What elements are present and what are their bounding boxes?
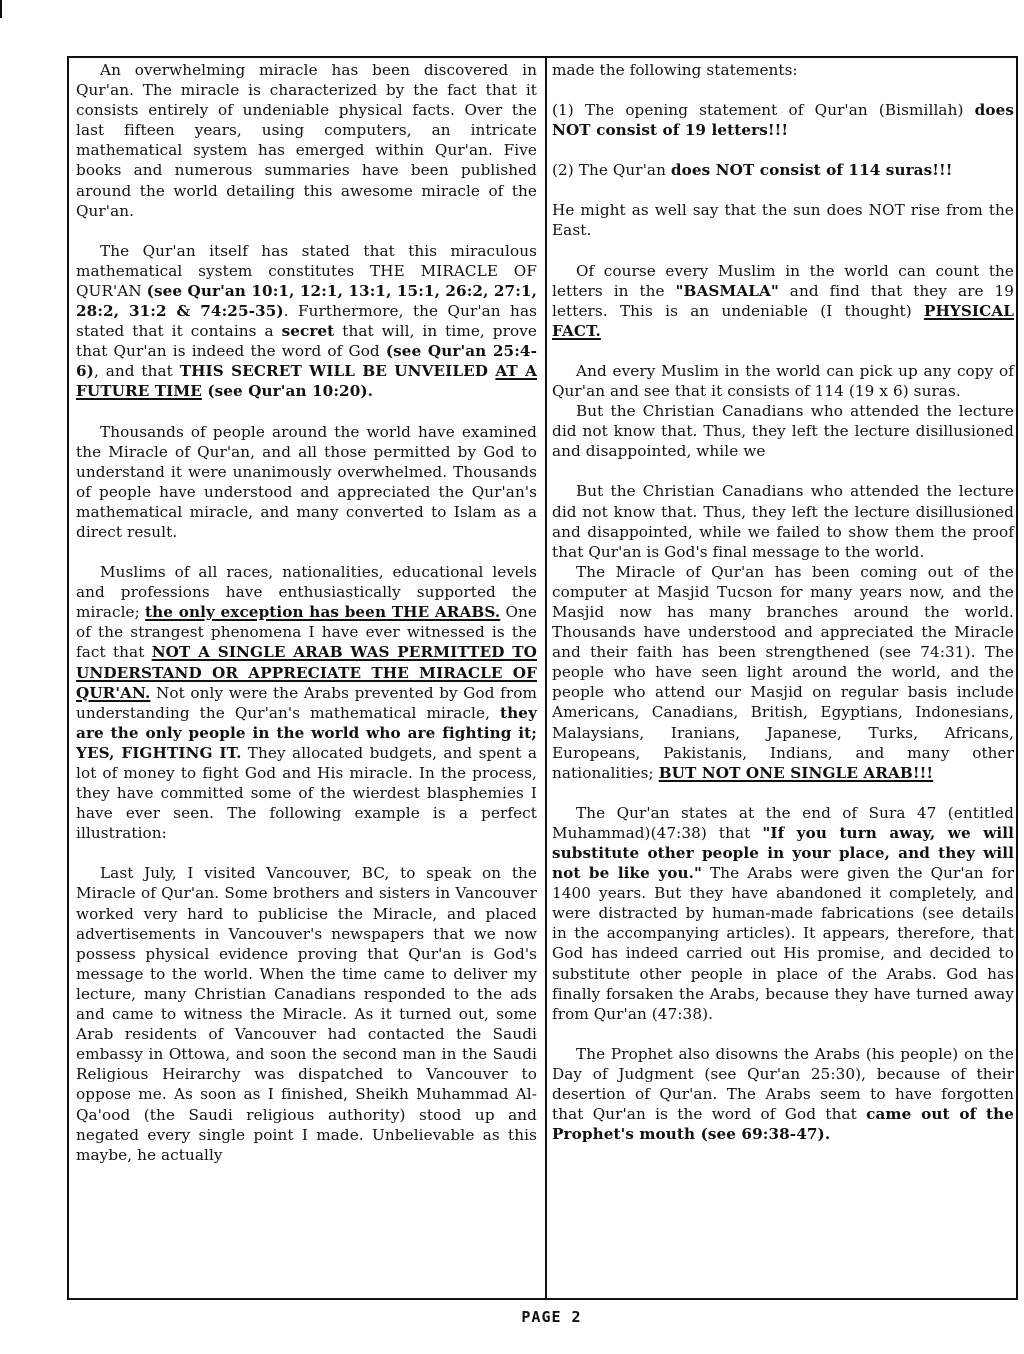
bold-secret: secret [281,322,335,341]
paragraph-basmala [552,261,1014,341]
underlined-not-a-single-arab: NOT A SINGLE ARAB WAS PERMITTED TO UNDERSTAND OR APPRECIATE THE MIRACLE OF QUR'AN. [76,643,537,702]
paragraph-114-suras: And every Muslim in the world can pick up any copy of Qur'an and see that it consists of 114 (19 x 6) suras. [552,361,1014,401]
paragraph-intro: An overwhelming miracle has been discovered in Qur'an. The miracle is characterized by the fact that it consists entirely of undeniable physical facts. Over the last fifteen years, using computers, an intricate mathematical system has emerged within Qur'an. Five books and numerous summaries have been published around the world detailing this awesome miracle of the Qur'an. [76,61,537,220]
bold-quote: "If you turn away, we will substitute other people in your place, and they will not be like you." [552,823,1014,883]
bold-reference: (see Qur'an 10:1, 12:1, 13:1, 15:1, 26:2, 27:1, 28:2, 31:2 & 74:25-35) [76,281,537,321]
underlined-future-time: AT A FUTURE TIME [76,362,538,401]
paragraph-prophet-disowns [552,1044,1014,1144]
paragraph-statement-1 [552,100,1014,140]
page-number: PAGE 2 [521,1308,582,1326]
paragraph-statements-intro: made the following statements: [552,61,798,79]
paragraph-sura-47 [552,803,1014,1024]
paragraph-arabs-exception [76,562,537,843]
paragraph-sun-east: He might as well say that the sun does NOT rise from the East. [552,201,1014,240]
bold-reference: (see Qur'an 10:20). [201,382,374,401]
left-column [76,60,537,1165]
text-run: and find that they are 19 letters. This is an undeniable (I thought) [552,281,1014,320]
text-run: They allocated budgets, and spent a lot of money to fight God and His miracle. In the process, they have committed some of the wierdest blasphemies I have ever seen. The following example is a perfect illustration: [76,743,537,843]
bold-basmala: "BASMALA" [675,281,779,300]
text-run: The Qur'an states at the end of Sura 47 (entitled Muhammad)(47:38) that [552,803,1014,842]
text-run: One of the strangest phenomena I have ever witnessed is the fact that [76,603,537,662]
bold-reference: (see Qur'an 25:4-6) [76,342,537,381]
text-run: The Qur'an itself has stated that this miraculous mathematical system constitutes THE MIRACLE OF QUR'AN [76,241,537,300]
underlined-exception: the only exception has been THE ARABS. [145,603,501,622]
column-divider [545,56,547,1300]
paragraph-vancouver: Last July, I visited Vancouver, BC, to speak on the Miracle of Qur'an. Some brothers and sisters in Vancouver worked very hard to publicise the Miracle, and placed advertisements in Vancouver's newspapers that we now possess physical evidence proving that Qur'an is God's message to the world. When the time came to deliver my lecture, many Christian Canadians responded to the ads and came to witness the Miracle. As it turned out, some Arab residents of Vancouver had contacted the Saudi embassy in Ottowa, and soon the second man in the Saudi Religious Heirarchy was dispatched to Vancouver to oppose me. As soon as I finished, Sheikh Muhammad Al-Qa'ood (the Saudi religious authority) stood up and negated every single point I made. Unbelievable as this maybe, he actually [76,864,537,1164]
paragraph-statement-2 [552,160,1014,180]
bold-claim: does NOT consist of 19 letters!!! [552,101,1014,140]
text-run: Of course every Muslim in the world can count the letters in the [552,261,1014,300]
text-run: The Prophet also disowns the Arabs (his people) on the Day of Judgment (see Qur'an 25:30), because of their desertion of Qur'an. The Arabs seem to have forgotten that Qur'an is the word of God that [552,1044,1014,1124]
text-run: (1) The opening statement of Qur'an (Bismillah) [552,101,975,120]
bold-reference: came out of the Prophet's mouth (see 69:38-47). [552,1105,1014,1144]
text-run: , and that [93,362,180,381]
underlined-physical-fact: PHYSICAL FACT. [552,301,1014,340]
paragraph-canadians-repeat: But the Christian Canadians who attended the lecture did not know that. Thus, they left the lecture disillusioned and disappointed, while we [552,402,1014,461]
right-column [552,60,1014,1144]
text-run: that will, in time, prove that Qur'an is indeed the word of God [76,322,537,361]
text-run: (2) The Qur'an [552,161,671,180]
scan-edge-mark [0,0,2,18]
text-run: The Miracle of Qur'an has been coming out of the computer at Masjid Tucson for many years now, and the Masjid now has many branches around the world. Thousands have understood and appreciated the Miracle and their faith has been strengthened (see 74:31). The people who have seen light around the world, and the people who attend our Masjid on regular basis include Americans, Canadians, British, Egyptians, Indonesians, Malaysians, Iranians, Japanese, Turks, Africans, Europeans, Pakistanis, Indians, and many other nationalities; [552,562,1014,782]
bold-secret-unveiled: THIS SECRET WILL BE UNVEILED [179,362,496,381]
text-run: Not only were the Arabs prevented by God from understanding the Qur'an's mathematical miracle, [76,683,537,722]
text-run: The Arabs were given the Qur'an for 1400 years. But they have abandoned it completely, and were distracted by human-made fabrications (see details in the accompanying articles). It appears, therefore, that God has indeed carried out His promise, and decided to substitute other people in place of the Arabs. God has finally forsaken the Arabs, because they have turned away from Qur'an (47:38). [552,864,1014,1023]
text-run: . Furthermore, the Qur'an has stated that it contains a [76,302,537,341]
paragraph-quran-statement [76,241,537,402]
bold-fighting-it: they are the only people in the world who are fighting it; YES, FIGHTING IT. [76,703,537,762]
paragraph-masjid-tucson [552,562,1014,783]
paragraph-canadians: But the Christian Canadians who attended the lecture did not know that. Thus, they left the lecture disillusioned and disappointed, while we failed to show them the proof that Qur'an is God's final message to the world. [552,482,1014,561]
paragraph-thousands: Thousands of people around the world have examined the Miracle of Qur'an, and all those permitted by God to understand it were unanimously overwhelmed. Thousands of people have understood and appreciated the Qur'an's mathematical miracle, and many converted to Islam as a direct result. [76,422,537,541]
underlined-not-one-arab: BUT NOT ONE SINGLE ARAB!!! [658,763,934,782]
text-run: Muslims of all races, nationalities, educational levels and professions have enthusiastically supported the miracle; [76,563,537,622]
bold-claim: does NOT consist of 114 suras!!! [670,161,953,180]
